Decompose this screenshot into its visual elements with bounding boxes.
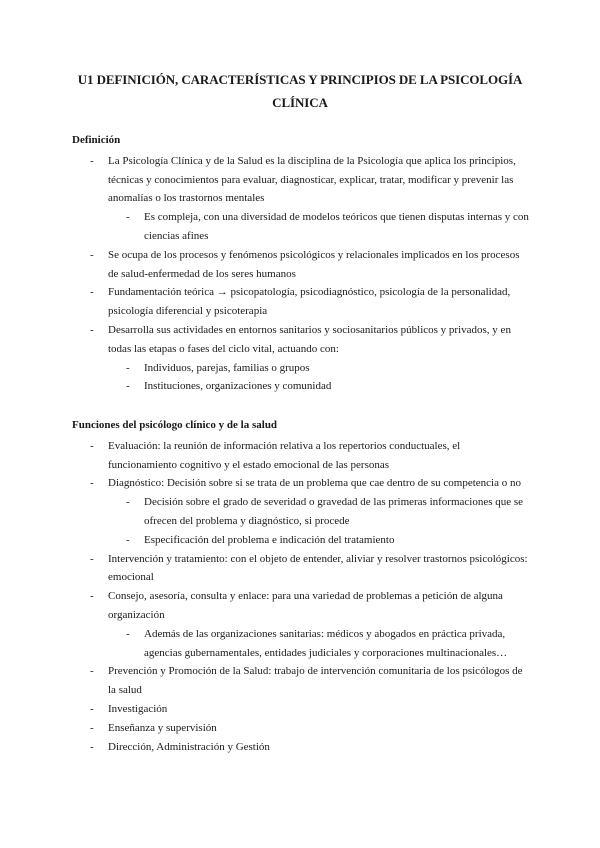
list-item-text: - Fundamentación teórica → psicopatología, psicodiagnóstico, psicología de la personalidad, psicología diferencial y psicoterapia (108, 286, 511, 318)
list-item-text: - Investigación (108, 702, 168, 715)
list-item (72, 738, 530, 757)
list-item (72, 662, 530, 700)
section-definicion (72, 131, 530, 396)
sub-list-item: - Especificación del problema e indicación del tratamiento (108, 531, 530, 550)
list-item-text: - Consejo, asesoría, consulta y enlace: para una variedad de problemas a petición de alguna organización (108, 590, 503, 621)
list-item (72, 587, 530, 662)
list-item-text: - Dirección, Administración y Gestión (108, 740, 270, 753)
list-item-text: - Se ocupa de los procesos y fenómenos psicológicos y relacionales implicados en los procesos de salud-enfermedad de los seres humanos (108, 248, 520, 280)
list-item (72, 246, 530, 284)
section-heading: Funciones del psicólogo clínico y de la salud (72, 419, 278, 431)
list-item-text: - La Psicología Clínica y de la Salud es la disciplina de la Psicología que aplica los principios, técnicas y conocimientos para evaluar, diagnosticar, explicar, tratar, modificar y prevenir las anomalías o los trastornos mentales (108, 154, 516, 205)
list-item (72, 474, 530, 549)
bullet-list (72, 437, 530, 757)
list-item-text: - Desarrolla sus actividades en entornos sanitarios y sociosanitarios públicos y privados, y en todas las etapas o fases del ciclo vital, actuando con: (108, 323, 511, 355)
list-item (72, 550, 530, 588)
sub-bullet-list (108, 208, 530, 246)
list-item (72, 283, 530, 321)
list-item (72, 719, 530, 738)
list-item (72, 152, 530, 246)
list-item (72, 321, 530, 396)
sub-bullet-list (108, 625, 530, 663)
list-item-text: - Diagnóstico: Decisión sobre si se trata de un problema que cae dentro de su competencia o no (108, 477, 521, 490)
sub-list-item: - Instituciones, organizaciones y comunidad (108, 377, 530, 396)
sub-bullet-list (108, 493, 530, 549)
sub-list-item: - Individuos, parejas, familias o grupos (108, 359, 530, 378)
list-item (72, 437, 530, 475)
sub-list-item: - Además de las organizaciones sanitarias: médicos y abogados en práctica privada, agencias gubernamentales, entidades judiciales y corporaciones multinacionales… (108, 625, 530, 663)
section-heading: Definición (72, 134, 121, 146)
section-funciones (72, 416, 530, 756)
list-item-text: - Intervención y tratamiento: con el objeto de entender, aliviar y resolver trastornos psicológicos: emocional (108, 552, 528, 584)
sub-bullet-list (108, 359, 530, 397)
sub-list-item: - Decisión sobre el grado de severidad o gravedad de las primeras informaciones que se ofrecen del problema y diagnóstico, si procede (108, 493, 530, 531)
page-title: U1 DEFINICIÓN, CARACTERÍSTICAS Y PRINCIPIOS DE LA PSICOLOGÍA CLÍNICA (77, 72, 523, 110)
list-item-text: - Enseñanza y supervisión (108, 721, 217, 734)
bullet-list (72, 152, 530, 396)
list-item-text: - Evaluación: la reunión de información relativa a los repertorios conductuales, el funcionamiento cognitivo y el estado emocional de las personas (108, 439, 461, 471)
list-item-text: - Prevención y Promoción de la Salud: trabajo de intervención comunitaria de los psicólogos de la salud (108, 665, 523, 697)
list-item (72, 700, 530, 719)
sub-list-item: - Es compleja, con una diversidad de modelos teóricos que tienen disputas internas y con ciencias afines (108, 208, 530, 246)
